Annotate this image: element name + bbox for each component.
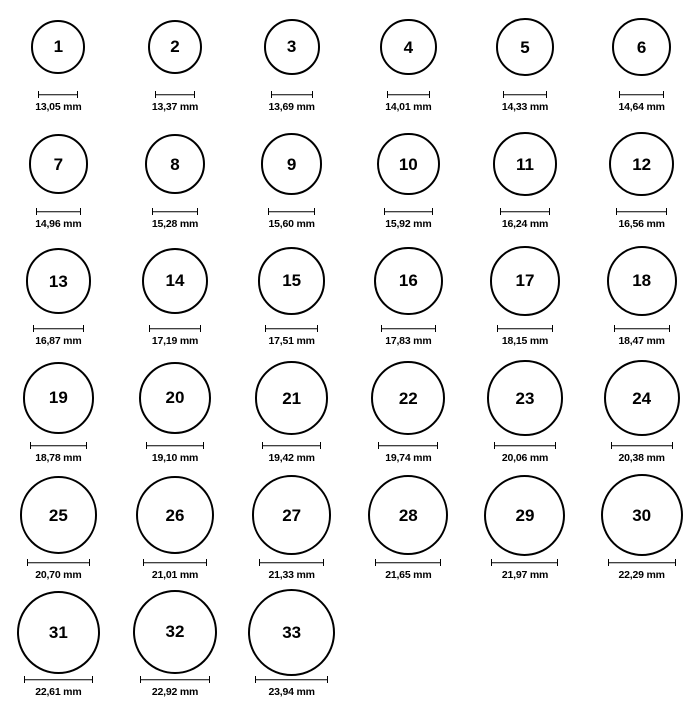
ring-circle-wrap <box>258 238 325 324</box>
ring-measure-bar <box>152 207 199 216</box>
ring-size-number: 18 <box>632 271 652 291</box>
ring-circle <box>264 19 320 75</box>
ring-circle <box>248 589 335 676</box>
ring-size-number: 30 <box>632 505 652 525</box>
measure-line <box>494 442 555 449</box>
ring-circle-wrap <box>23 355 94 441</box>
ring-size-cell[interactable] <box>0 355 117 472</box>
ring-size-cell[interactable] <box>117 238 234 355</box>
ring-circle <box>17 591 100 674</box>
ring-size-number: 19 <box>48 388 68 408</box>
measure-line <box>387 91 430 98</box>
ring-measure-bar <box>500 207 550 216</box>
ring-size-number: 12 <box>632 154 652 174</box>
ring-size-number: 10 <box>398 154 418 174</box>
ring-size-number: 6 <box>636 37 647 57</box>
ring-circle-wrap <box>142 238 208 324</box>
ring-size-cell[interactable] <box>350 355 467 472</box>
ring-circle <box>612 18 671 77</box>
ring-circle <box>487 360 562 435</box>
ring-diameter-label: 15,28 mm <box>151 218 199 230</box>
ring-diameter-label: 15,60 mm <box>268 218 315 230</box>
ring-diameter-label: 14,96 mm <box>35 218 82 230</box>
ring-circle-wrap <box>252 472 331 558</box>
ring-measure-bar <box>616 207 667 216</box>
measure-line <box>614 325 670 332</box>
ring-diameter-label: 16,56 mm <box>618 218 665 230</box>
ring-circle-wrap <box>255 355 328 441</box>
measure-line <box>152 208 199 215</box>
ring-size-cell[interactable] <box>467 4 584 121</box>
measure-line <box>259 559 324 566</box>
ring-diameter-label: 15,92 mm <box>385 218 432 230</box>
ring-measure-bar <box>387 90 430 99</box>
ring-circle-wrap <box>604 355 680 441</box>
ring-size-number: 33 <box>282 622 302 642</box>
ring-circle-wrap <box>20 472 97 558</box>
ring-circle-wrap <box>380 4 437 90</box>
ring-size-number: 21 <box>282 388 302 408</box>
ring-measure-bar <box>38 90 78 99</box>
ring-circle <box>601 474 683 556</box>
ring-measure-bar <box>149 324 201 333</box>
ring-size-cell[interactable] <box>233 472 350 589</box>
measure-line <box>265 325 318 332</box>
ring-size-cell[interactable] <box>0 589 117 706</box>
ring-size-cell[interactable] <box>0 4 117 121</box>
ring-size-number: 24 <box>632 388 652 408</box>
ring-size-number: 3 <box>286 37 297 57</box>
measure-line <box>381 325 435 332</box>
ring-size-cell[interactable] <box>233 589 350 706</box>
ring-circle-wrap <box>377 121 440 207</box>
ring-circle <box>380 19 437 76</box>
ring-size-number: 29 <box>515 505 535 525</box>
measure-line <box>140 676 210 683</box>
measure-line <box>375 559 441 566</box>
ring-diameter-label: 16,87 mm <box>35 335 82 347</box>
ring-measure-bar <box>503 90 547 99</box>
ring-size-number: 15 <box>282 271 302 291</box>
ring-measure-bar <box>259 558 324 567</box>
ring-measure-bar <box>268 207 316 216</box>
ring-circle <box>258 247 325 314</box>
ring-diameter-label: 22,61 mm <box>35 686 82 698</box>
ring-circle <box>145 134 206 195</box>
measure-line <box>378 442 438 449</box>
ring-circle-wrap <box>26 238 92 324</box>
measure-line <box>146 442 204 449</box>
ring-size-cell[interactable] <box>350 121 467 238</box>
ring-size-cell[interactable] <box>350 4 467 121</box>
ring-measure-bar <box>36 207 82 216</box>
measure-line <box>30 442 87 449</box>
ring-circle-wrap <box>17 589 100 675</box>
ring-diameter-label: 18,15 mm <box>501 335 549 347</box>
ring-diameter-label: 19,74 mm <box>385 452 432 464</box>
ring-diameter-label: 20,70 mm <box>35 569 82 581</box>
ring-measure-bar <box>378 441 438 450</box>
ring-circle <box>371 361 445 435</box>
ring-circle <box>31 20 85 74</box>
ring-size-number: 16 <box>398 271 418 291</box>
ring-measure-bar <box>614 324 670 333</box>
ring-circle-wrap <box>248 589 335 675</box>
ring-size-cell[interactable] <box>233 355 350 472</box>
ring-size-number: 31 <box>48 622 68 642</box>
ring-diameter-label: 14,01 mm <box>385 101 432 113</box>
measure-line <box>608 559 676 566</box>
ring-size-number: 5 <box>520 37 530 57</box>
ring-diameter-label: 13,37 mm <box>151 101 199 113</box>
ring-circle <box>133 590 217 674</box>
ring-measure-bar <box>146 441 204 450</box>
ring-measure-bar <box>265 324 318 333</box>
measure-line <box>616 208 667 215</box>
ring-size-cell[interactable] <box>117 589 234 706</box>
ring-size-cell[interactable] <box>0 238 117 355</box>
ring-circle <box>604 360 680 436</box>
measure-line <box>491 559 558 566</box>
ring-measure-bar <box>24 675 93 684</box>
ring-measure-bar <box>494 441 555 450</box>
measure-line <box>36 208 82 215</box>
measure-line <box>262 442 321 449</box>
ring-size-number: 23 <box>515 388 535 408</box>
ring-size-cell[interactable] <box>583 355 700 472</box>
ring-diameter-label: 22,92 mm <box>151 686 199 698</box>
measure-line <box>497 325 552 332</box>
ring-circle <box>26 248 92 314</box>
ring-diameter-label: 14,33 mm <box>501 101 549 113</box>
ring-circle-wrap <box>374 238 442 324</box>
ring-size-cell[interactable] <box>233 121 350 238</box>
ring-circle-wrap <box>264 4 320 90</box>
ring-diameter-label: 17,19 mm <box>151 335 199 347</box>
ring-diameter-label: 23,94 mm <box>268 686 315 698</box>
ring-size-number: 17 <box>515 271 535 291</box>
ring-circle <box>20 476 97 553</box>
ring-size-number: 2 <box>170 37 180 57</box>
measure-line <box>24 676 93 683</box>
measure-line <box>271 91 313 98</box>
ring-circle <box>374 247 442 315</box>
ring-circle <box>148 20 203 75</box>
ring-diameter-label: 21,33 mm <box>268 569 315 581</box>
ring-size-cell[interactable] <box>583 4 700 121</box>
ring-measure-bar <box>619 90 664 99</box>
ring-size-cell[interactable] <box>467 238 584 355</box>
measure-line <box>155 91 196 98</box>
ring-circle-wrap <box>29 121 89 207</box>
ring-size-cell[interactable] <box>467 472 584 589</box>
ring-measure-bar <box>491 558 558 567</box>
ring-circle-wrap <box>133 589 217 675</box>
ring-measure-bar <box>611 441 673 450</box>
ring-diameter-label: 21,97 mm <box>501 569 549 581</box>
ring-circle <box>139 362 211 434</box>
ring-measure-bar <box>143 558 207 567</box>
ring-size-cell[interactable] <box>0 472 117 589</box>
ring-size-number: 4 <box>403 37 414 57</box>
ring-measure-bar <box>30 441 87 450</box>
ring-measure-bar <box>375 558 441 567</box>
measure-line <box>500 208 550 215</box>
ring-measure-bar <box>497 324 552 333</box>
ring-circle-wrap <box>607 238 677 324</box>
ring-circle-wrap <box>148 4 203 90</box>
ring-circle-wrap <box>601 472 683 558</box>
ring-size-number: 26 <box>165 505 185 525</box>
ring-circle <box>23 362 94 433</box>
ring-diameter-label: 21,01 mm <box>151 569 199 581</box>
ring-size-number: 32 <box>165 622 185 642</box>
ring-circle-wrap <box>139 355 211 441</box>
ring-circle-wrap <box>145 121 206 207</box>
ring-size-cell[interactable] <box>350 238 467 355</box>
ring-measure-bar <box>140 675 210 684</box>
measure-line <box>149 325 201 332</box>
ring-circle-wrap <box>487 355 562 441</box>
ring-size-cell[interactable] <box>467 121 584 238</box>
ring-size-number: 13 <box>48 271 68 291</box>
ring-size-number: 22 <box>398 388 418 408</box>
ring-circle <box>368 475 448 555</box>
ring-size-cell[interactable] <box>583 238 700 355</box>
measure-line <box>619 91 664 98</box>
ring-circle-wrap <box>493 121 557 207</box>
ring-circle <box>377 133 440 196</box>
measure-line <box>255 676 328 683</box>
ring-circle <box>136 476 214 554</box>
ring-measure-bar <box>155 90 196 99</box>
ring-size-number: 28 <box>398 505 418 525</box>
ring-circle-wrap <box>368 472 448 558</box>
ring-size-number: 7 <box>53 154 64 174</box>
ring-circle <box>496 18 554 76</box>
ring-diameter-label: 18,47 mm <box>618 335 665 347</box>
ring-diameter-label: 20,06 mm <box>501 452 549 464</box>
ring-size-cell[interactable] <box>350 472 467 589</box>
ring-circle <box>252 475 331 554</box>
ring-size-cell[interactable] <box>583 121 700 238</box>
ring-size-cell[interactable] <box>117 121 234 238</box>
ring-circle-wrap <box>136 472 214 558</box>
ring-circle-wrap <box>371 355 445 441</box>
ring-size-cell[interactable] <box>0 121 117 238</box>
ring-circle-wrap <box>496 4 554 90</box>
ring-measure-bar <box>255 675 328 684</box>
ring-size-cell[interactable] <box>117 355 234 472</box>
ring-size-cell[interactable] <box>467 355 584 472</box>
ring-circle <box>493 132 557 196</box>
ring-circle <box>484 475 565 556</box>
ring-measure-bar <box>271 90 313 99</box>
ring-size-number: 20 <box>165 388 185 408</box>
measure-line <box>503 91 547 98</box>
ring-circle <box>29 134 89 194</box>
ring-diameter-label: 22,29 mm <box>618 569 665 581</box>
measure-line <box>384 208 433 215</box>
ring-size-number: 9 <box>286 154 297 174</box>
ring-size-cell[interactable] <box>583 472 700 589</box>
ring-size-number: 11 <box>515 154 534 174</box>
ring-circle <box>490 246 559 315</box>
ring-diameter-label: 13,69 mm <box>268 101 315 113</box>
ring-circle <box>607 246 677 316</box>
ring-size-cell[interactable] <box>233 238 350 355</box>
ring-measure-bar <box>384 207 433 216</box>
ring-circle <box>142 248 208 314</box>
ring-diameter-label: 17,51 mm <box>268 335 315 347</box>
ring-circle-wrap <box>609 121 674 207</box>
ring-diameter-label: 14,64 mm <box>618 101 665 113</box>
ring-diameter-label: 21,65 mm <box>385 569 432 581</box>
ring-size-number: 8 <box>170 154 180 174</box>
ring-measure-bar <box>262 441 321 450</box>
ring-size-number: 1 <box>53 37 64 57</box>
ring-diameter-label: 16,24 mm <box>501 218 549 230</box>
ring-measure-bar <box>27 558 90 567</box>
ring-circle-wrap <box>261 121 323 207</box>
measure-line <box>38 91 78 98</box>
ring-circle-wrap <box>490 238 559 324</box>
ring-circle-wrap <box>612 4 671 90</box>
ring-size-cell[interactable] <box>233 4 350 121</box>
ring-measure-bar <box>33 324 85 333</box>
ring-size-number: 25 <box>48 505 68 525</box>
ring-size-number: 14 <box>165 271 185 291</box>
ring-circle <box>261 133 323 195</box>
ring-diameter-label: 13,05 mm <box>35 101 82 113</box>
ring-diameter-label: 20,38 mm <box>618 452 665 464</box>
measure-line <box>143 559 207 566</box>
ring-size-cell[interactable] <box>117 4 234 121</box>
measure-line <box>33 325 85 332</box>
ring-diameter-label: 17,83 mm <box>385 335 432 347</box>
measure-line <box>268 208 316 215</box>
ring-circle-wrap <box>31 4 85 90</box>
ring-diameter-label: 18,78 mm <box>35 452 82 464</box>
ring-circle <box>255 361 328 434</box>
measure-line <box>611 442 673 449</box>
measure-line <box>27 559 90 566</box>
ring-measure-bar <box>608 558 676 567</box>
ring-measure-bar <box>381 324 435 333</box>
ring-size-number: 27 <box>282 505 302 525</box>
ring-size-cell[interactable] <box>117 472 234 589</box>
ring-diameter-label: 19,42 mm <box>268 452 315 464</box>
ring-circle-wrap <box>484 472 565 558</box>
ring-circle <box>609 132 674 197</box>
ring-diameter-label: 19,10 mm <box>151 452 199 464</box>
